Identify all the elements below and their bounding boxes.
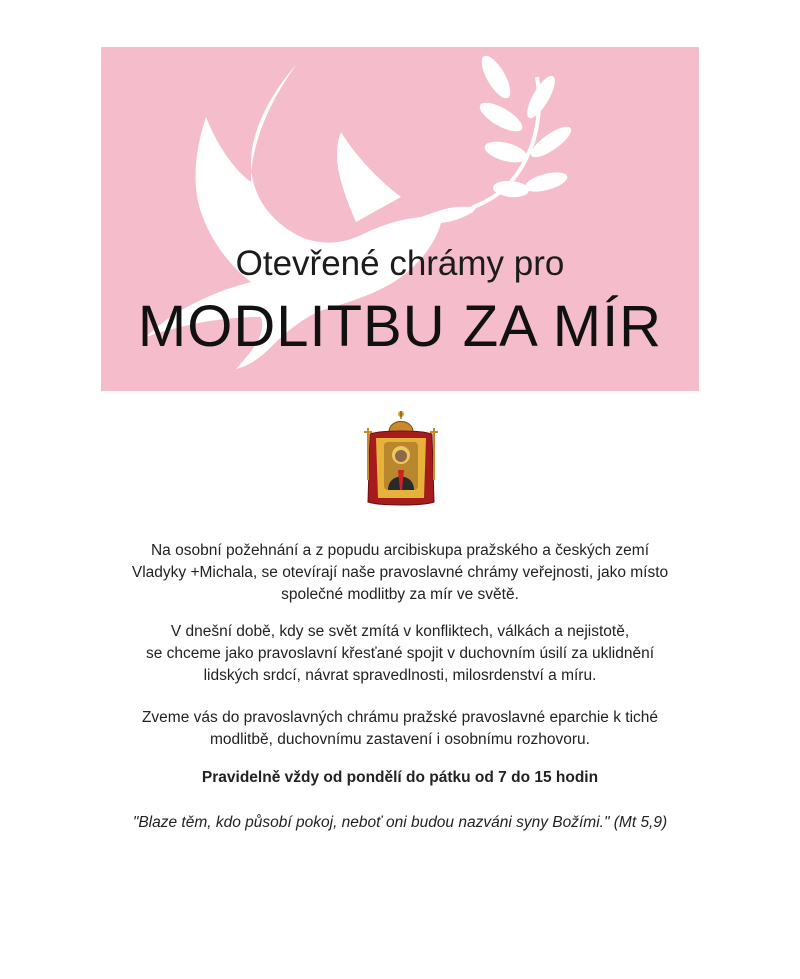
paragraph-blessing: [100, 540, 700, 606]
paragraph-line: Na osobní požehnání a z popudu arcibiskupa pražského a českých zemí: [150, 542, 650, 559]
paragraph-line: modlitbě, duchovnímu zastavení i osobnímu rozhovoru.: [210, 731, 590, 748]
paragraph-line: lidských srdcí, návrat spravedlnosti, milosrdenství a míru.: [203, 667, 597, 684]
paragraph-line: Vladyky +Michala, se otevírají naše pravoslavné chrámy veřejnosti, jako místo: [131, 564, 669, 581]
paragraph-purpose: [100, 621, 700, 687]
hero-banner: [101, 47, 699, 391]
schedule: Pravidelně vždy od pondělí do pátku od 7 do 15 hodin: [201, 769, 599, 786]
paragraph-line: V dnešní době, kdy se svět zmítá v konfliktech, válkách a nejistotě,: [170, 623, 630, 640]
orthodox-coat-of-arms-icon: [362, 410, 440, 510]
banner-title: MODLITBU ZA MÍR: [137, 294, 663, 359]
banner-subtitle: Otevřené chrámy pro: [235, 244, 565, 283]
paragraph-invitation: [100, 707, 700, 751]
bible-quote: "Blaze těm, kdo působí pokoj, neboť oni budou nazváni syny Božími." (Mt 5,9): [132, 814, 668, 831]
paragraph-line: se chceme jako pravoslavní křesťané spojit v duchovním úsilí za uklidnění: [145, 645, 655, 662]
paragraph-line: Zveme vás do pravoslavných chrámu pražské pravoslavné eparchie k tiché: [141, 709, 659, 726]
paragraph-line: společné modlitby za mír ve světě.: [281, 586, 519, 603]
